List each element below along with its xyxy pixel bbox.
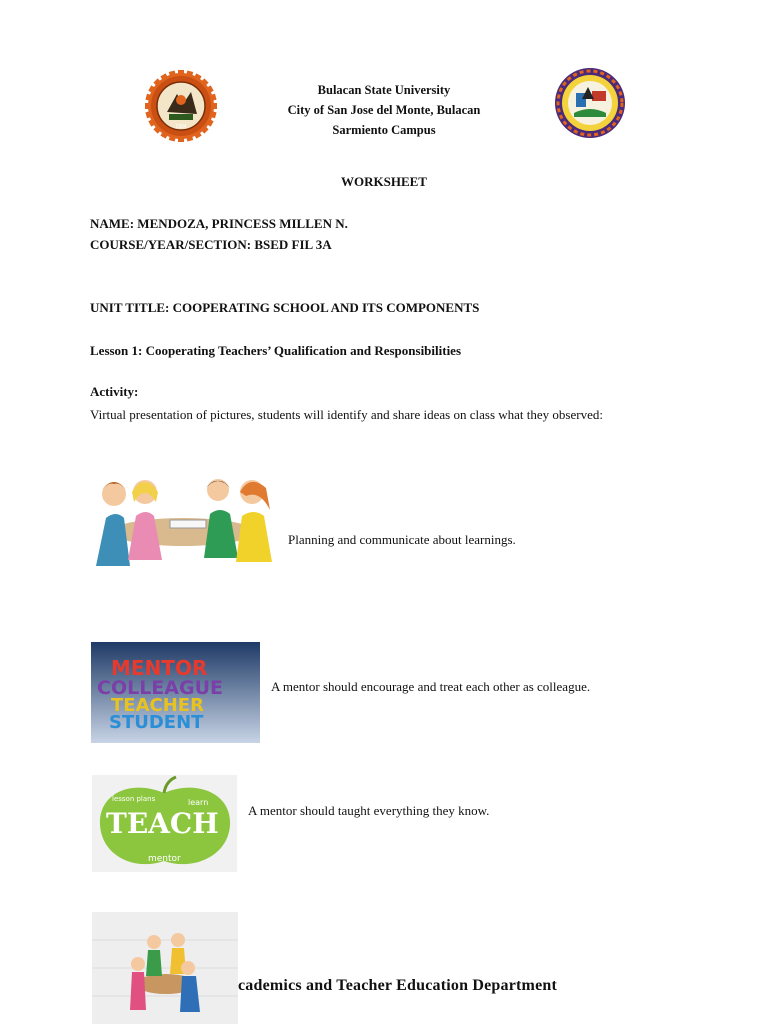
students-illustration [92,912,238,1024]
activity-description: Virtual presentation of pictures, students will identify and share ideas on class what they observed: [90,407,603,422]
caption-teach: A mentor should taught everything they know. [248,803,490,818]
activity-label: Activity: [90,384,139,399]
lesson-title: Lesson 1: Cooperating Teachers’ Qualification and Responsibilities [90,343,462,358]
mentor-colleague-image [91,642,260,743]
word-mentor: MENTOR [111,656,208,680]
student-course: COURSE/YEAR/SECTION: BSED FIL 3A [90,237,332,252]
word-learn: learn [188,798,209,807]
seal-year: 1904 [175,124,187,130]
teach-apple-image [92,775,237,872]
unit-title: UNIT TITLE: COOPERATING SCHOOL AND ITS COMPONENTS [90,300,480,315]
university-campus: Sarmiento Campus [332,123,436,137]
word-teach: TEACH [106,807,219,840]
student-name: NAME: MENDOZA, PRINCESS MILLEN N. [90,216,348,231]
university-header [0,80,768,140]
university-name: Bulacan State University [317,83,451,97]
word-mentor-small: mentor [148,854,181,864]
word-teacher: TEACHER [111,695,204,716]
worksheet-title: WORKSHEET [341,174,427,189]
caption-planning: Planning and communicate about learnings. [288,532,516,547]
word-colleague: COLLEAGUE [97,677,223,699]
planning-illustration [90,470,276,570]
word-lesson-plans: lesson plans [112,795,156,803]
department-footer: cademics and Teacher Education Department [238,977,558,994]
caption-mentor-colleague: A mentor should encourage and treat each other as colleague. [271,679,591,694]
university-city: City of San Jose del Monte, Bulacan [287,103,481,117]
word-student: STUDENT [109,712,204,733]
